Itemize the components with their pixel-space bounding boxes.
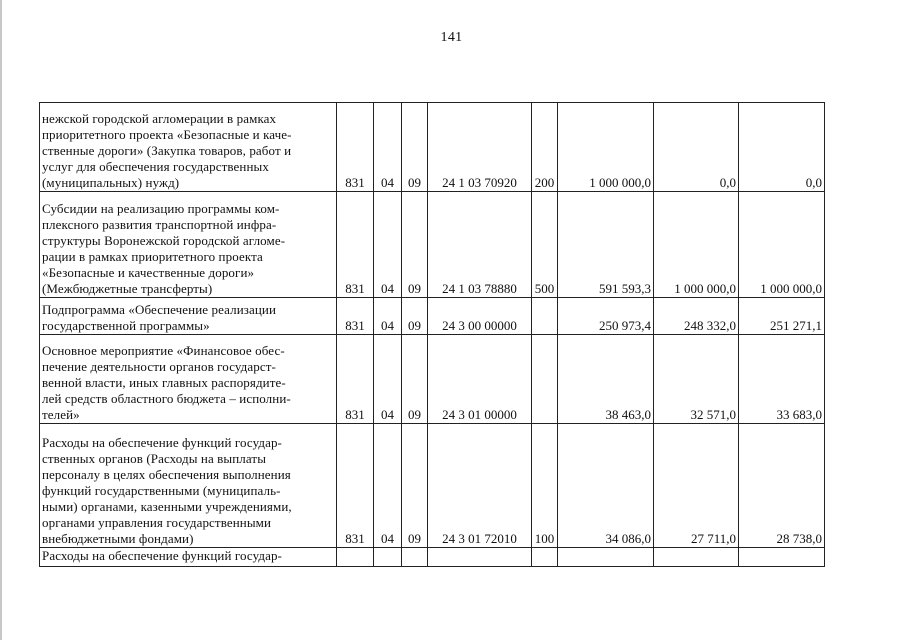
rz-code-cell — [374, 548, 402, 567]
page-number: 141 — [440, 30, 463, 45]
row-name-cell — [40, 298, 337, 335]
rz-code-cell: 04 — [374, 424, 402, 548]
row-name-line: телей» — [42, 407, 80, 422]
pr-code-cell: 09 — [402, 424, 428, 548]
vr-code-cell — [532, 298, 558, 335]
row-name-line: (Межбюджетные трансферты) — [42, 281, 213, 296]
row-name-line: печение деятельности органов государст- — [42, 359, 276, 374]
pr-code-cell — [402, 548, 428, 567]
sum-3-cell — [739, 548, 825, 567]
row-name-line: ственных органов (Расходы на выплаты — [42, 451, 267, 466]
sum-2-cell: 32 571,0 — [654, 335, 739, 424]
gr-code-cell — [337, 548, 374, 567]
csr-code-cell: 24 1 03 70920 — [428, 103, 532, 192]
sum-1-cell: 591 593,3 — [558, 192, 654, 298]
row-name-line: венной власти, иных главных распорядите- — [42, 375, 286, 390]
row-name-line: (муниципальных) нужд) — [42, 175, 180, 190]
pr-code-cell: 09 — [402, 298, 428, 335]
row-name-cell — [40, 424, 337, 548]
row-name-line: внебюджетными фондами) — [42, 531, 194, 546]
row-name-line: Основное мероприятие «Финансовое обес- — [42, 343, 285, 358]
rz-code-cell: 04 — [374, 335, 402, 424]
row-name-line: Расходы на обеспечение функций государ- — [42, 435, 282, 450]
row-name-line: Расходы на обеспечение функций государ- — [42, 548, 282, 563]
sum-2-cell: 0,0 — [654, 103, 739, 192]
sum-1-cell: 250 973,4 — [558, 298, 654, 335]
sum-3-cell: 0,0 — [739, 103, 825, 192]
gr-code-cell: 831 — [337, 103, 374, 192]
row-name-line: государственной программы» — [42, 318, 210, 333]
budget-table — [39, 102, 825, 567]
csr-code-cell: 24 3 00 00000 — [428, 298, 532, 335]
row-name-line: функций государственными (муниципаль- — [42, 483, 281, 498]
row-name-line: органами управления государственными — [42, 515, 272, 530]
sum-2-cell: 27 711,0 — [654, 424, 739, 548]
row-name-line: услуг для обеспечения государственных — [42, 159, 269, 174]
pr-code-cell: 09 — [402, 103, 428, 192]
rz-code-cell: 04 — [374, 192, 402, 298]
table-row — [40, 548, 825, 567]
row-name-line: Подпрограмма «Обеспечение реализации — [42, 302, 277, 317]
rz-code-cell: 04 — [374, 298, 402, 335]
pr-code-cell: 09 — [402, 335, 428, 424]
gr-code-cell: 831 — [337, 424, 374, 548]
row-name-line: плексного развития транспортной инфра- — [42, 217, 277, 232]
row-name-line: персоналу в целях обеспечения выполнения — [42, 467, 291, 482]
vr-code-cell: 500 — [532, 192, 558, 298]
sum-1-cell: 38 463,0 — [558, 335, 654, 424]
csr-code-cell — [428, 548, 532, 567]
row-name-line: приоритетного проекта «Безопасные и каче- — [42, 127, 292, 142]
vr-code-cell: 200 — [532, 103, 558, 192]
sum-2-cell: 1 000 000,0 — [654, 192, 739, 298]
row-name-cell — [40, 103, 337, 192]
row-name-line: ственные дороги» (Закупка товаров, работ и — [42, 143, 292, 158]
table-row — [40, 103, 825, 192]
gr-code-cell: 831 — [337, 192, 374, 298]
vr-code-cell — [532, 335, 558, 424]
row-name-line: Субсидии на реализацию программы ком- — [42, 201, 280, 216]
gr-code-cell: 831 — [337, 298, 374, 335]
sum-1-cell: 1 000 000,0 — [558, 103, 654, 192]
row-name-cell — [40, 548, 337, 567]
table-row — [40, 335, 825, 424]
row-name-line: структуры Воронежской городской агломе- — [42, 233, 286, 248]
page-edge — [0, 0, 2, 640]
row-name-cell — [40, 192, 337, 298]
vr-code-cell: 100 — [532, 424, 558, 548]
vr-code-cell — [532, 548, 558, 567]
row-name-line: рации в рамках приоритетного проекта — [42, 249, 263, 264]
table-row — [40, 424, 825, 548]
row-name-line: «Безопасные и качественные дороги» — [42, 265, 255, 280]
table-row — [40, 192, 825, 298]
sum-1-cell — [558, 548, 654, 567]
row-name-line: нежской городской агломерации в рамках — [42, 111, 277, 126]
sum-3-cell: 28 738,0 — [739, 424, 825, 548]
rz-code-cell: 04 — [374, 103, 402, 192]
row-name-line: лей средств областного бюджета – исполни- — [42, 391, 291, 406]
csr-code-cell: 24 3 01 72010 — [428, 424, 532, 548]
table-row — [40, 298, 825, 335]
csr-code-cell: 24 3 01 00000 — [428, 335, 532, 424]
sum-3-cell: 251 271,1 — [739, 298, 825, 335]
sum-3-cell: 33 683,0 — [739, 335, 825, 424]
sum-3-cell: 1 000 000,0 — [739, 192, 825, 298]
sum-2-cell — [654, 548, 739, 567]
row-name-line: ными) органами, казенными учреждениями, — [42, 499, 292, 514]
pr-code-cell: 09 — [402, 192, 428, 298]
sum-2-cell: 248 332,0 — [654, 298, 739, 335]
gr-code-cell: 831 — [337, 335, 374, 424]
sum-1-cell: 34 086,0 — [558, 424, 654, 548]
row-name-cell — [40, 335, 337, 424]
csr-code-cell: 24 1 03 78880 — [428, 192, 532, 298]
